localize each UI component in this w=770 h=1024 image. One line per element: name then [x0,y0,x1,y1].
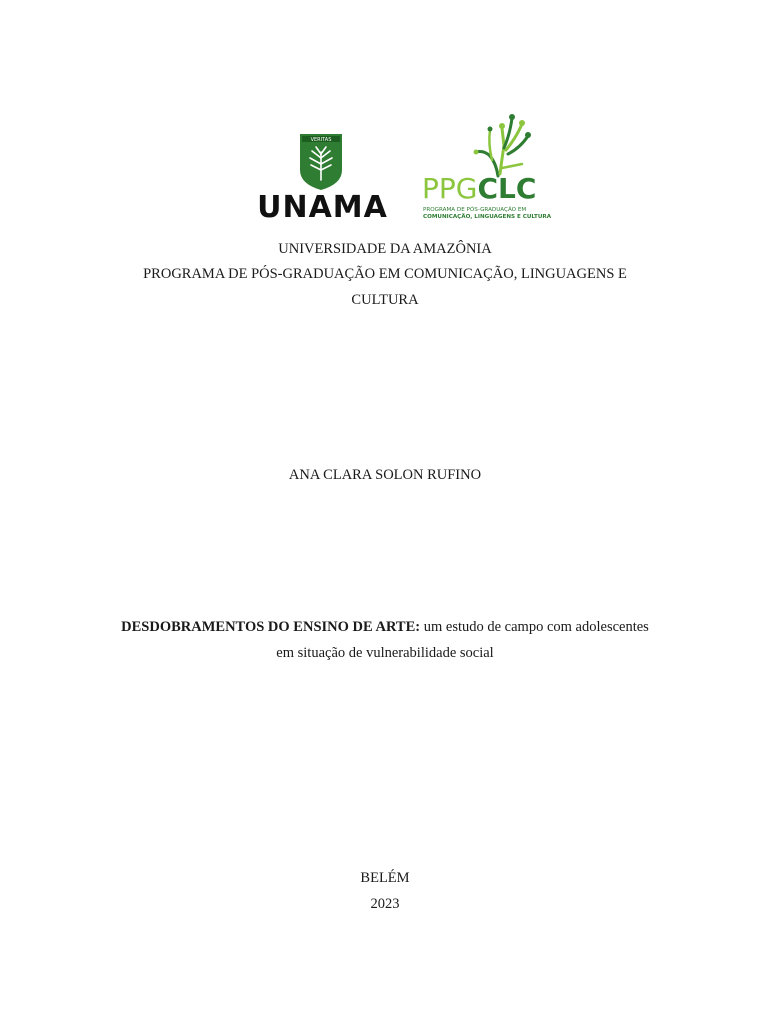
city: BELÉM [360,870,410,886]
shield-text: VERITAS [310,137,332,143]
ppgclc-wordmark-ppg: PPG [422,172,478,205]
year: 2023 [370,896,400,912]
hand-tree-icon [418,108,573,180]
unama-logo [250,132,395,227]
university-name: UNIVERSIDADE DA AMAZÔNIA [278,241,492,257]
ppgclc-subtitle-line2: COMUNICAÇÃO, LINGUAGENS E CULTURA [423,214,552,220]
unama-wordmark: UNAMA [257,190,388,225]
ppgclc-wordmark-clc: CLC [477,172,537,205]
thesis-subtitle-part1: um estudo de campo com adolescentes [420,619,649,635]
author-name: ANA CLARA SOLON RUFINO [288,467,482,483]
thesis-title-main: DESDOBRAMENTOS DO ENSINO DE ARTE: [121,619,421,635]
program-name-line2: CULTURA [351,292,419,308]
thesis-subtitle-part2: em situação de vulnerabilidade social [276,645,494,661]
ppgclc-wordmark [422,174,536,204]
ppgclc-subtitle [423,207,551,221]
program-name-line1: PROGRAMA DE PÓS-GRADUAÇÃO EM COMUNICAÇÃO, LINGUAGENS E [143,266,627,282]
ppgclc-subtitle-line1: PROGRAMA DE PÓS-GRADUAÇÃO EM [423,207,527,213]
thesis-title [0,618,770,662]
thesis-title-line1 [0,618,770,636]
ppgclc-logo [418,108,573,226]
